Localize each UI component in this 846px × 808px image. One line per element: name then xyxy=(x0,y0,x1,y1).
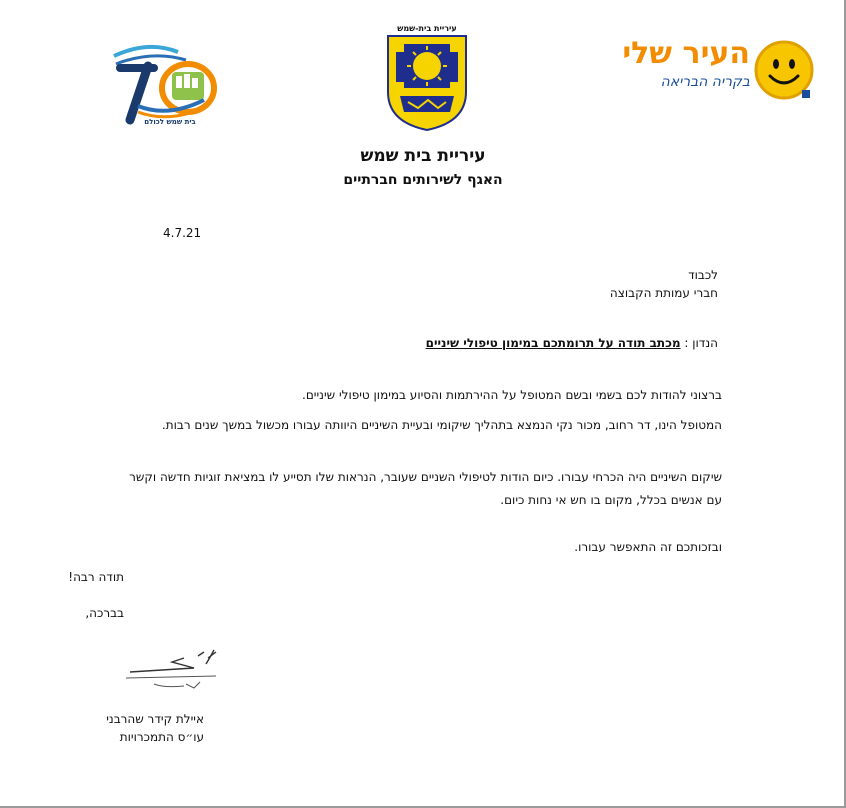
recipient-block xyxy=(610,266,718,302)
anniversary-logo-tagline: בית שמש לכולם xyxy=(144,118,196,126)
letter-date: 4.7.21 xyxy=(163,226,202,240)
body-paragraph-3: שיקום השיניים היה הכרחי עבורו. כיום הודות לטיפולי השניים שעובר, הנראות שלו תסייע לו במציאת זוגיות חדשה וקשר עם אנשים בכלל, מקום בו חש אי נחות כיום. xyxy=(129,470,722,507)
signer-name: איילת קידר שהרבני xyxy=(106,712,204,726)
city-crest xyxy=(384,22,470,132)
letterhead xyxy=(0,146,846,188)
crest-shield-icon xyxy=(384,22,470,132)
anniversary-logo xyxy=(108,36,220,132)
anniversary-logo-icon xyxy=(108,36,220,126)
department-name: האגף לשירותים חברתיים xyxy=(343,172,503,188)
closing-regards: בברכה, xyxy=(85,606,124,620)
brand-tagline: בקריה הבריאה xyxy=(660,74,750,90)
subject-prefix: הנדון : xyxy=(684,336,718,350)
closing-thanks: תודה רבה! xyxy=(68,570,124,584)
body-paragraph-1: ברצוני להודות לכם בשמי ובשם המטופל על ההירתמות והסיוע במימון טיפולי שיניים. xyxy=(302,388,722,402)
signer-block xyxy=(106,710,204,746)
org-name: עיריית בית שמש xyxy=(360,146,486,166)
recipient-honorific: לכבוד xyxy=(688,268,718,282)
brand-name: העיר שלי xyxy=(622,36,750,71)
body-paragraph-4: ובזכותכם זה התאפשר עבורו. xyxy=(574,540,722,554)
signer-title: עו״ס התמכרויות xyxy=(119,730,204,744)
body-paragraph-2: המטופל הינו, דר רחוב, מכור נקי הנמצא בתהליך שיקומי ובעיית השיניים היוותה עבורו מכשול במשך שנים רבות. xyxy=(161,418,722,432)
subject-line xyxy=(426,336,718,350)
crest-label: עיריית בית-שמש xyxy=(397,24,457,33)
handwritten-signature xyxy=(124,648,220,692)
subject-text: מכתב תודה על תרומתכם במימון טיפולי שיניים xyxy=(425,336,681,350)
recipient-name: חברי עמותת הקבוצה xyxy=(609,286,718,300)
smiley-icon xyxy=(752,38,816,102)
my-city-brand xyxy=(612,34,820,104)
